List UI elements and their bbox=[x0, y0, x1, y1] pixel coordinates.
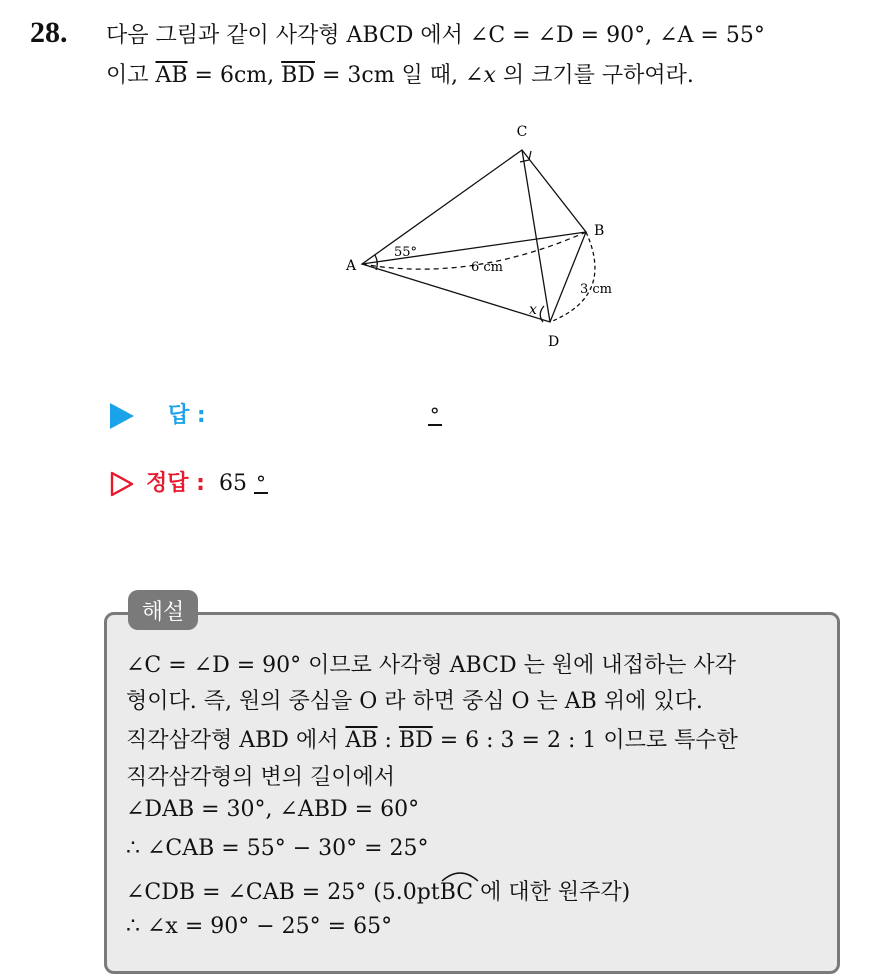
angle-a-label: 55° bbox=[394, 245, 418, 260]
segment-ab: $\overline{AB}$ bbox=[155, 63, 188, 88]
right-angle-c bbox=[520, 151, 531, 162]
length-bd-label: 3 cm bbox=[580, 282, 613, 297]
diagonal-bd bbox=[522, 150, 550, 322]
question-text-line1: 다음 그림과 같이 사각형 ABCD 에서 ∠C = ∠D = 90°, ∠A = 55° bbox=[106, 23, 765, 48]
label-d: D bbox=[548, 334, 560, 350]
correct-answer-row bbox=[110, 466, 268, 497]
correct-answer-label: 정답 : bbox=[146, 471, 205, 496]
play-icon bbox=[110, 403, 134, 429]
label-c: C bbox=[516, 124, 528, 140]
question-text-line2: 이고 $\overline{AB} = 6cm$, $\overline{BD} = 3cm$ 일 때, ∠x 의 크기를 구하여라. bbox=[106, 63, 694, 88]
explanation-line3: 직각삼각형 ABD 에서 $\overline{AB}$ : $\overline{BD} = 6$ : 3 = 2 : 1 이므로 특수한 bbox=[126, 728, 738, 753]
explanation-line6: ∴ ∠CAB = 55° − 30° = 25° bbox=[126, 836, 429, 861]
answer-unit: ° bbox=[429, 403, 440, 427]
correct-answer-value: 65 bbox=[218, 471, 247, 496]
arc-bc: BC bbox=[440, 880, 473, 905]
explanation-line2: 형이다. 즉, 원의 중심을 O 라 하면 중심 O 는 AB 위에 있다. bbox=[126, 689, 703, 714]
quadrilateral-figure bbox=[330, 118, 630, 368]
question-number: 28. bbox=[30, 16, 68, 49]
explanation-line7: ∠CDB = ∠CAB = 25° (5.0pt BC 에 대한 원주각) bbox=[126, 875, 630, 906]
dash-arc-bd bbox=[550, 232, 595, 322]
label-b: B bbox=[594, 223, 605, 239]
explanation-line8: ∴ ∠x = 90° − 25° = 65° bbox=[126, 914, 393, 939]
correct-answer-unit: ° bbox=[255, 471, 266, 495]
quad-outline bbox=[362, 150, 586, 322]
explanation-line5: ∠DAB = 30°, ∠ABD = 60° bbox=[126, 797, 420, 822]
label-a: A bbox=[346, 258, 357, 274]
answer-label: 답 : bbox=[168, 403, 206, 428]
explanation-tab: 해설 bbox=[128, 590, 198, 630]
segment-bd: $\overline{BD}$ bbox=[281, 63, 315, 88]
outline-play-icon bbox=[110, 471, 134, 497]
explanation-line4: 직각삼각형의 변의 길이에서 bbox=[126, 765, 396, 790]
explanation-line1: ∠C = ∠D = 90° 이므로 사각형 ABCD 는 원에 내접하는 사각 bbox=[126, 653, 736, 678]
length-ab-label: 6 cm bbox=[471, 260, 504, 275]
answer-row bbox=[110, 398, 442, 429]
angle-x-label: x bbox=[529, 302, 537, 318]
